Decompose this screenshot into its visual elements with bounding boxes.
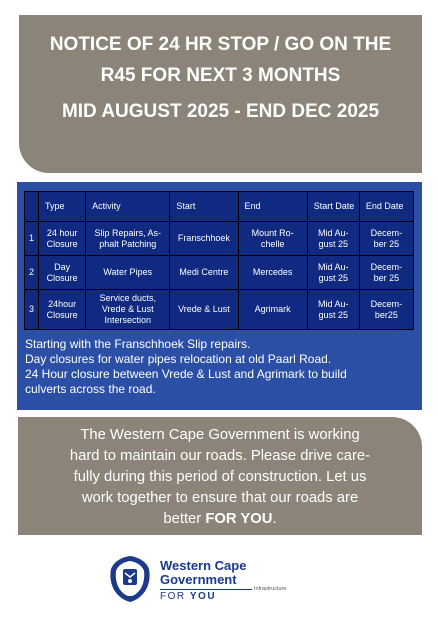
column-header-end-date: End Date [359, 192, 413, 222]
row-number: 1 [25, 222, 39, 256]
message-emphasis: FOR YOU [205, 511, 273, 527]
logo-divider [160, 589, 252, 590]
cell-start: Vrede & Lust [170, 290, 238, 330]
cell-end: Agrimark [238, 290, 307, 330]
message-line: hard to maintain our roads. Please drive care- [69, 448, 371, 464]
note-line: Starting with the Franschhoek Slip repairs. [25, 337, 251, 351]
column-header-type: Type [39, 192, 86, 222]
column-header-start-date: Start Date [307, 192, 359, 222]
column-header [25, 192, 39, 222]
header-line-1: NOTICE OF 24 HR STOP / GO ON THE [49, 34, 392, 55]
closure-notes [25, 337, 417, 397]
coat-of-arms-icon [108, 555, 152, 603]
message-line: work together to ensure that our roads are [81, 490, 359, 506]
header-date-range: MID AUGUST 2025 - END DEC 2025 [61, 101, 380, 122]
cell-type: 24 hour Closure [39, 222, 86, 256]
schedule-panel [17, 182, 422, 410]
department-label: Infrastructure [254, 586, 287, 592]
org-name-line-1: Western Cape [160, 558, 247, 573]
message-line: The Western Cape Government is working [80, 427, 360, 443]
table-row [25, 290, 414, 330]
row-number: 3 [25, 290, 39, 330]
cell-activity: Service ducts, Vrede & Lust Intersection [86, 290, 170, 330]
note-line: Day closures for water pipes relocation at old Paarl Road. [25, 352, 332, 366]
org-name-line-2: Government [160, 572, 237, 587]
row-number: 2 [25, 256, 39, 290]
cell-activity: Slip Repairs, As- phalt Patching [86, 222, 170, 256]
western-cape-logo [108, 555, 308, 607]
cell-start-date: Mid Au- gust 25 [307, 256, 359, 290]
header-line-2: R45 FOR NEXT 3 MONTHS [100, 65, 341, 86]
cell-activity: Water Pipes [86, 256, 170, 290]
cell-end-date: Decem- ber 25 [359, 222, 413, 256]
table-row [25, 222, 414, 256]
cell-type: 24hour Closure [39, 290, 86, 330]
cell-end: Mercedes [238, 256, 307, 290]
for-you-tagline: FOR YOU [160, 591, 217, 602]
cell-start-date: Mid Au- gust 25 [307, 290, 359, 330]
note-line: culverts across the road. [25, 382, 156, 396]
message-line: better FOR YOU. [163, 511, 277, 527]
cell-end: Mount Ro- chelle [238, 222, 307, 256]
table-header-row [25, 192, 414, 222]
cell-start-date: Mid Au- gust 25 [307, 222, 359, 256]
note-line: 24 Hour closure between Vrede & Lust and Agrimark to build [25, 367, 347, 381]
message-line: fully during this period of construction. Let us [73, 469, 367, 485]
government-message [18, 417, 422, 535]
cell-start: Medi Centre [170, 256, 238, 290]
table-row [25, 256, 414, 290]
cell-type: Day Closure [39, 256, 86, 290]
closure-schedule-table [24, 191, 414, 330]
column-header-end: End [238, 192, 307, 222]
column-header-start: Start [170, 192, 238, 222]
column-header-activity: Activity [86, 192, 170, 222]
notice-header [19, 15, 422, 173]
cell-end-date: Decem- ber25 [359, 290, 413, 330]
cell-start: Franschhoek [170, 222, 238, 256]
cell-end-date: Decem- ber 25 [359, 256, 413, 290]
